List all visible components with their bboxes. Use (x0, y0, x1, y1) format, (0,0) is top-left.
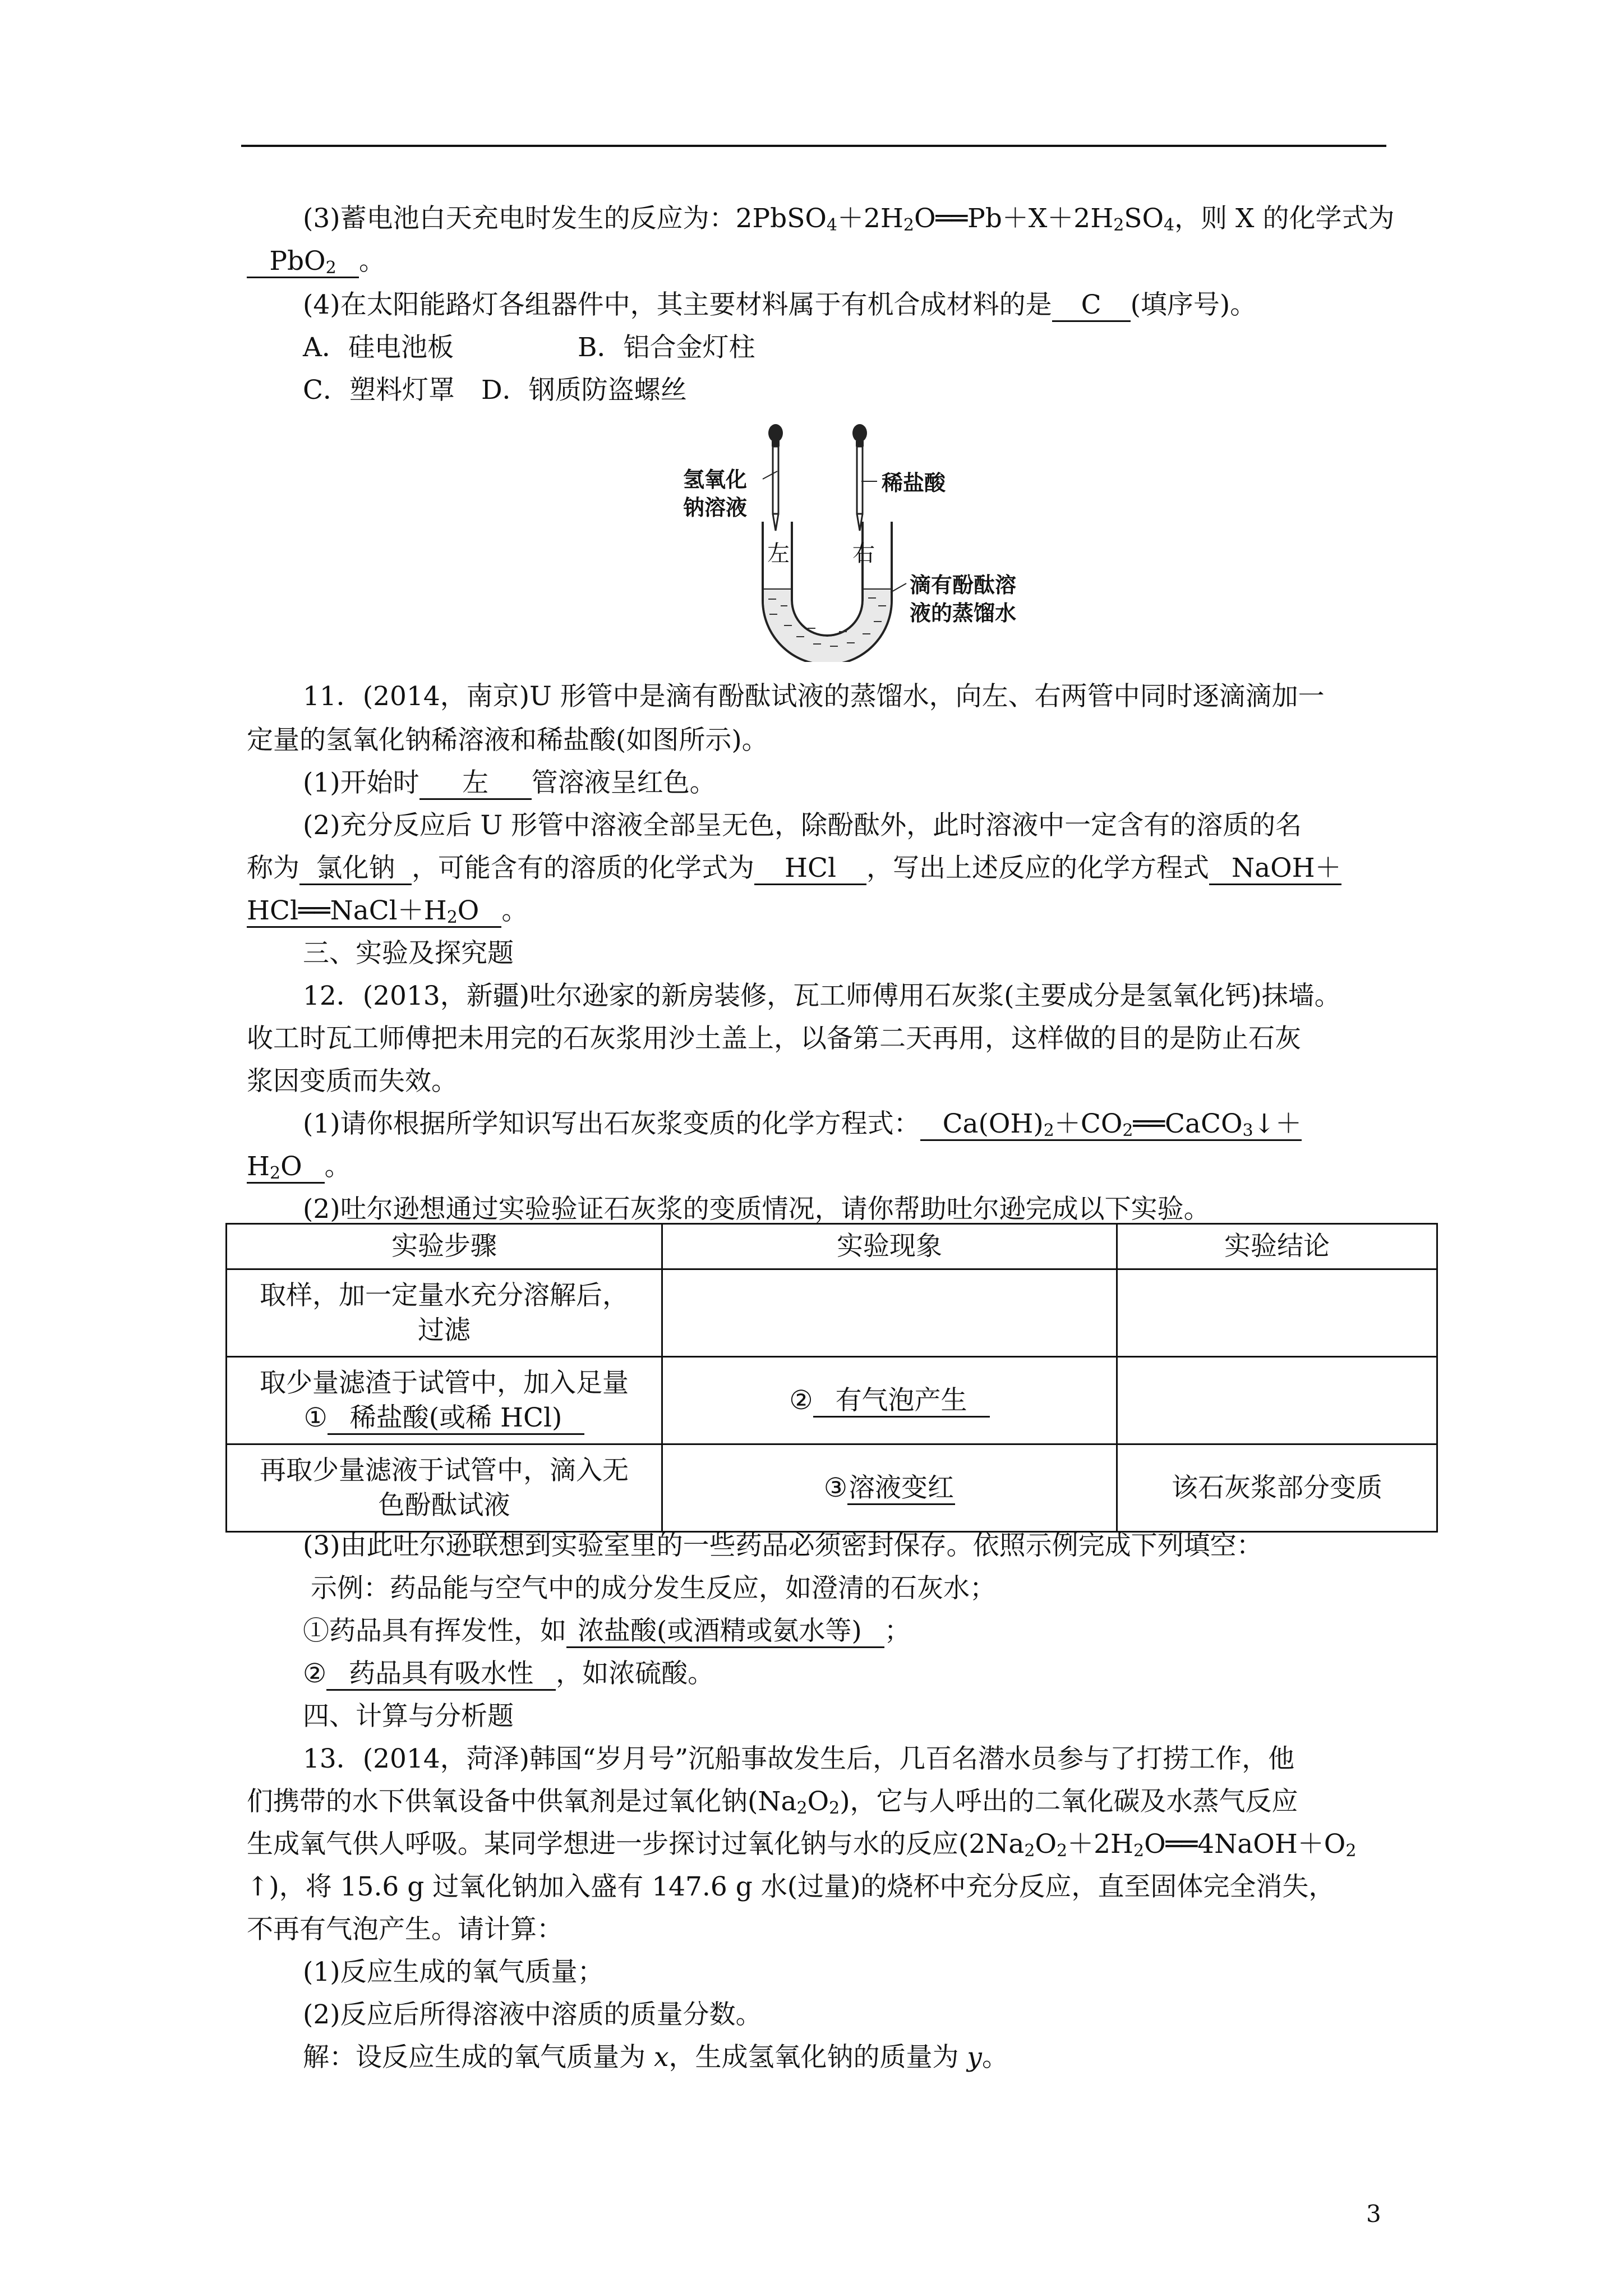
right-dropper-icon (852, 424, 867, 531)
q10-sub4: (4)在太阳能路灯各组器件中，其主要材料属于有机合成材料的是 C (填序号)。 (303, 288, 1256, 322)
fig-left-reagent-2: 钠溶液 (683, 495, 748, 520)
section-3-heading: 三、实验及探究题 (303, 938, 514, 969)
q13-sub2: (2)反应后所得溶液中溶质的质量分数。 (303, 1999, 762, 2030)
header-rule (241, 145, 1386, 147)
q13-stem-3: 生成氧气供人呼吸。某同学想进一步探讨过氧化钠与水的反应($2Na_2O_2+2H_2O══4NaOH+O_2$ (247, 1829, 1357, 1861)
answer-blank: 溶液变红 (847, 1473, 955, 1505)
q13-stem-4: ↑)，将 15.6 g 过氧化钠加入盛有 147.6 g 水(过量)的烧杯中充分反应，直至固体完全消失， (247, 1871, 1335, 1902)
answer-blank: 有气泡产生 (813, 1386, 990, 1418)
q12-item2: ② 药品具有吸水性 ，如浓硫酸。 (303, 1657, 714, 1691)
q13-stem-2: 们携带的水下供氧设备中供氧剂是过氧化钠$(Na_2O_2)$，它与人呼出的二氧化碳及水蒸气反应 (247, 1786, 1298, 1818)
experiment-table (225, 1223, 1438, 1533)
answer-blank: $Ca(OH)_2+CO_2══CaCO_3↓+$ (920, 1109, 1302, 1141)
q12-sub2: (2)吐尔逊想通过实验验证石灰浆的变质情况，请你帮助吐尔逊完成以下实验。 (303, 1194, 1210, 1225)
q10-sub3-line1: (3)蓄电池白天充电时发生的反应为：$2PbSO_4+2H_2O══Pb+X+2H_2SO_4$，则 X 的化学式为 (303, 203, 1395, 235)
answer-blank: NaOH＋ (1209, 853, 1341, 885)
q11-stem-1: 11．(2014，南京)U 形管中是滴有酚酞试液的蒸馏水，向左、右两管中同时逐滴滴加一 (303, 681, 1325, 712)
table-cell (1117, 1357, 1437, 1444)
q12-sub1-line1: (1)请你根据所学知识写出石灰浆变质的化学方程式： $Ca(OH)_2+CO_2══CaCO_3↓+$ (303, 1108, 1302, 1140)
table-row (227, 1269, 1437, 1357)
answer-blank: 氯化钠 (299, 853, 412, 885)
answer-blank: HCl (754, 853, 866, 885)
table-header-row (227, 1224, 1437, 1269)
answer-blank: $H_2O$ (247, 1152, 325, 1184)
answer-blank: PbO$_2$ (247, 246, 359, 278)
option-b: B．铝合金灯柱 (578, 332, 755, 363)
q12-stem-2: 收工时瓦工师傅把未用完的石灰浆用沙土盖上，以备第二天再用，这样做的目的是防止石灰 (247, 1023, 1301, 1054)
q12-sub1-line2: $H_2O$ 。 (247, 1151, 351, 1183)
table-cell: ③溶液变红 (662, 1444, 1117, 1532)
table-row (227, 1357, 1437, 1444)
q12-stem-1: 12．(2013，新疆)吐尔逊家的新房装修，瓦工师傅用石灰浆(主要成分是氢氧化钙)抹墙。 (303, 981, 1341, 1011)
q12-item1: ①药品具有挥发性，如 浓盐酸(或酒精或氨水等) ； (303, 1614, 911, 1648)
table-cell: 再取少量滤液于试管中，滴入无 色酚酞试液 (227, 1444, 662, 1532)
answer-blank: 浓盐酸(或酒精或氨水等) (566, 1616, 884, 1648)
q12-sub3: (3)由此吐尔逊联想到实验室里的一些药品必须密封保存。依照示例完成下列填空： (303, 1530, 1263, 1561)
fig-left-reagent-1: 氢氧化 (683, 467, 748, 492)
option-a: A．硅电池板 (303, 332, 454, 363)
fig-right-tube-label: 右 (852, 541, 875, 567)
table-header: 实验现象 (662, 1224, 1117, 1269)
table-cell (662, 1269, 1117, 1357)
answer-blank: $HCl══NaCl+H_2O$ (247, 896, 501, 928)
table-row (227, 1444, 1437, 1532)
section-4-heading: 四、计算与分析题 (303, 1701, 514, 1732)
fig-left-tube-label: 左 (767, 541, 790, 567)
fig-liquid-label-2: 液的蒸馏水 (910, 600, 1017, 625)
q13-stem-5: 不再有气泡产生。请计算： (247, 1914, 563, 1945)
fig-liquid-label-1: 滴有酚酞溶 (910, 572, 1017, 597)
q13-stem-1: 13．(2014，菏泽)韩国“岁月号”沉船事故发生后，几百名潜水员参与了打捞工作，他 (303, 1743, 1295, 1774)
table-cell: 取少量滤渣于试管中，加入足量 ① 稀盐酸(或稀 HCl) (227, 1357, 662, 1444)
q11-sub1: (1)开始时 左 管溶液呈红色。 (303, 766, 716, 800)
q13-sub1: (1)反应生成的氧气质量； (303, 1957, 604, 1987)
fig-right-reagent: 稀盐酸 (882, 470, 946, 495)
option-c: C．塑料灯罩 (303, 375, 455, 406)
table-cell (1117, 1269, 1437, 1357)
table-header: 实验结论 (1117, 1224, 1437, 1269)
q11-sub2-line2: 称为 氯化钠 ，可能含有的溶质的化学式为 HCl ，写出上述反应的化学方程式 NaOH＋ (247, 852, 1341, 885)
answer-blank: C (1052, 290, 1131, 322)
q12-stem-3: 浆因变质而失效。 (247, 1066, 458, 1097)
answer-blank: 左 (419, 768, 532, 800)
table-cell: 该石灰浆部分变质 (1117, 1444, 1437, 1532)
option-d: D．钢质防盗螺丝 (481, 375, 687, 406)
table-cell: ② 有气泡产生 (662, 1357, 1117, 1444)
q11-sub2-line3: $HCl══NaCl+H_2O$ 。 (247, 895, 528, 927)
table-cell: 取样，加一定量水充分溶解后， 过滤 (227, 1269, 662, 1357)
q13-solution: 解：设反应生成的氧气质量为 x，生成氢氧化钠的质量为 y。 (303, 2042, 1008, 2073)
q12-example: 示例：药品能与空气中的成分发生反应，如澄清的石灰水； (311, 1573, 996, 1604)
answer-blank: 药品具有吸水性 (326, 1659, 556, 1691)
page-number: 3 (1366, 2200, 1381, 2228)
q11-stem-2: 定量的氢氧化钠稀溶液和稀盐酸(如图所示)。 (247, 725, 768, 756)
q11-sub2-line1: (2)充分反应后 U 形管中溶液全部呈无色，除酚酞外，此时溶液中一定含有的溶质的名 (303, 810, 1302, 841)
left-dropper-icon (768, 424, 783, 531)
table-header: 实验步骤 (227, 1224, 662, 1269)
q10-sub3-line2: PbO$_2$ 。 (247, 245, 385, 278)
answer-blank: 稀盐酸(或稀 HCl) (328, 1403, 585, 1435)
